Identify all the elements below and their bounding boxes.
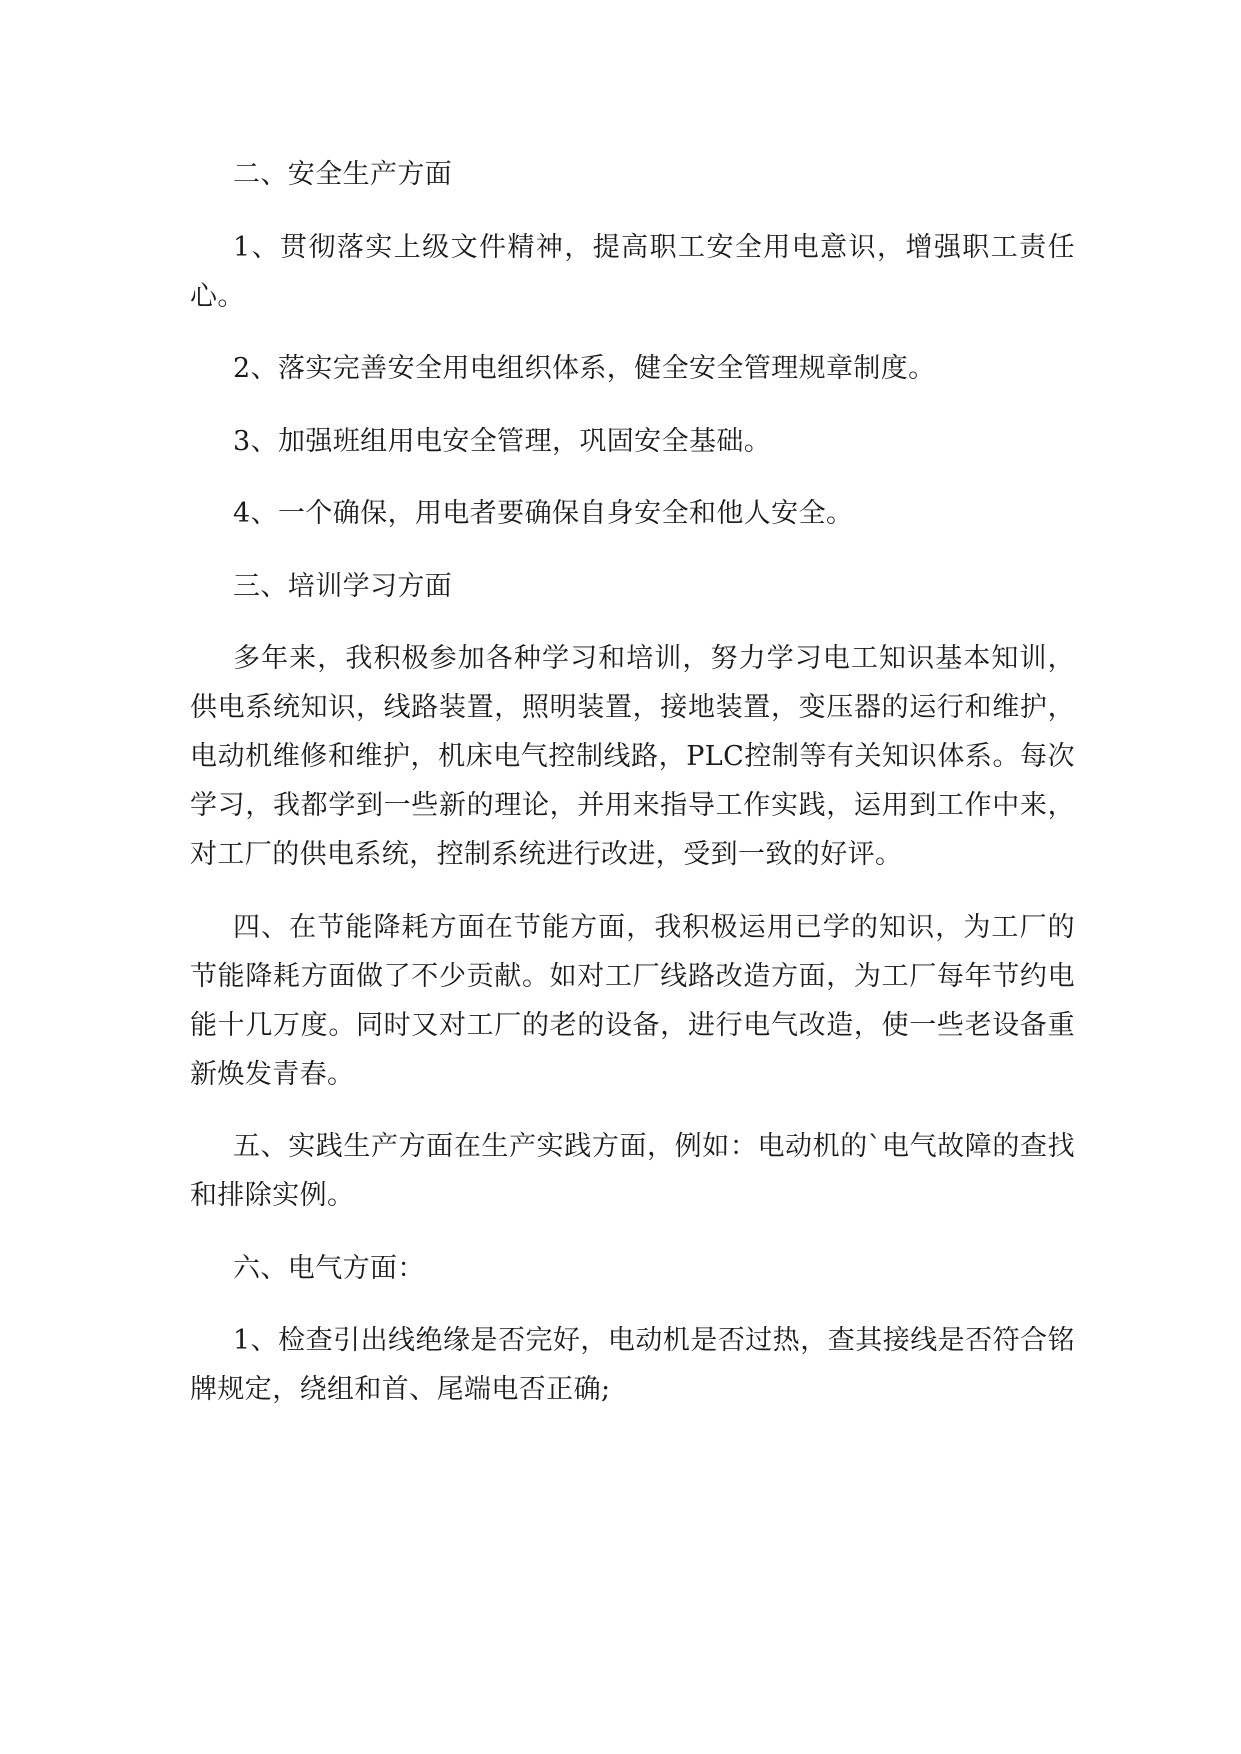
paragraph-item-4: 4、一个确保，用电者要确保自身安全和他人安全。 xyxy=(233,498,854,529)
paragraph-item-2: 2、落实完善安全用电组织体系，健全安全管理规章制度。 xyxy=(233,353,936,384)
paragraph-item-3: 3、加强班组用电安全管理，巩固安全基础。 xyxy=(233,425,772,457)
document-page xyxy=(190,150,1075,1438)
section-heading-safety: 二、安全生产方面 xyxy=(233,159,453,190)
section-heading-electrical: 六、电气方面： xyxy=(233,1252,425,1284)
paragraph-training-body: 多年来，我积极参加各种学习和培训，努力学习电工知识基本知训，供电系统知识，线路装置，照明装置，接地装置，变压器的运行和维护，电动机维修和维护，机床电气控制线路，PLC控制等有关知识体系。每次学习，我都学到一些新的理论，并用来指导工作实践，运用到工作中来，对工厂的供电系统，控制系统进行改进，受到一致的好评。 xyxy=(190,643,1075,870)
paragraph-electrical-item-1: 1、检查引出线绝缘是否完好，电动机是否过热，查其接线是否符合铭牌规定，绕组和首、尾端电否正确; xyxy=(190,1325,1075,1405)
section-heading-practice: 五、实践生产方面在生产实践方面，例如：电动机的`电气故障的查找和排除实例。 xyxy=(190,1131,1075,1211)
section-heading-training: 三、培训学习方面 xyxy=(233,570,453,602)
section-heading-energy-saving: 四、在节能降耗方面在节能方面，我积极运用已学的知识，为工厂的节能降耗方面做了不少贡献。如对工厂线路改造方面，为工厂每年节约电能十几万度。同时又对工厂的老的设备，进行电气改造，使一些老设备重新焕发青春。 xyxy=(190,911,1075,1090)
paragraph-item-1: 1、贯彻落实上级文件精神，提高职工安全用电意识，增强职工责任心。 xyxy=(190,231,1075,312)
